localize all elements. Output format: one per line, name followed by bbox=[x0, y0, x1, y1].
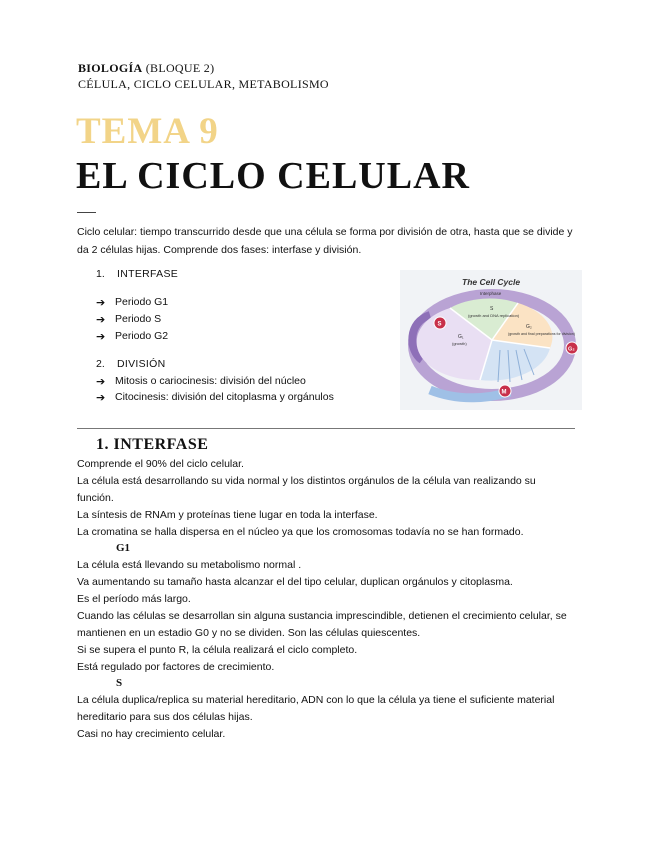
body-line: La síntesis de RNAm y proteínas tiene lugar en toda la interfase. bbox=[77, 509, 378, 521]
body-line: La cromatina se halla dispersa en el núcleo ya que los cromosomas todavía no se han formado. bbox=[77, 526, 524, 538]
outline-item: Periodo G2 bbox=[115, 330, 169, 342]
body-line: La célula está desarrollando su vida normal y los distintos orgánulos de la célula van realizando su bbox=[77, 475, 536, 487]
outline-item: Periodo S bbox=[115, 313, 162, 325]
header-line-1 bbox=[78, 60, 329, 76]
body-line: Es el período más largo. bbox=[77, 593, 191, 605]
subject: BIOLOGÍA bbox=[78, 61, 143, 75]
label-g2-desc: (growth and final preparations for division) bbox=[508, 332, 575, 336]
arrow-icon: ➔ bbox=[96, 331, 106, 343]
section-heading: 1. INTERFASE bbox=[96, 436, 209, 453]
body-line: Va aumentando su tamaño hasta alcanzar el del tipo celular, duplican orgánulos y citoplasma. bbox=[77, 576, 513, 588]
cell-cycle-diagram bbox=[400, 270, 582, 410]
body-line: La célula está llevando su metabolismo normal . bbox=[77, 559, 302, 571]
title-underline bbox=[77, 212, 96, 213]
header-topics: CÉLULA, CICLO CELULAR, METABOLISMO bbox=[78, 77, 329, 91]
body-line: función. bbox=[77, 492, 114, 504]
outline-num-2: 2. bbox=[96, 358, 105, 370]
body-line: Casi no hay crecimiento celular. bbox=[77, 728, 226, 740]
outline-label-2: DIVISIÓN bbox=[117, 358, 166, 370]
outline-item: Citocinesis: división del citoplasma y orgánulos bbox=[115, 391, 334, 403]
label-g1: G₁ bbox=[458, 334, 464, 340]
label-s-desc: (growth and DNA replication) bbox=[468, 313, 520, 318]
body-line: Comprende el 90% del ciclo celular. bbox=[77, 458, 244, 470]
badge-s-label: S bbox=[437, 321, 442, 328]
outline-label-1: INTERFASE bbox=[117, 268, 179, 280]
body-line: Si se supera el punto R, la célula realizará el ciclo completo. bbox=[77, 644, 358, 656]
subheading-g1: G1 bbox=[116, 542, 131, 554]
section-divider bbox=[77, 428, 575, 429]
badge-m-label: M bbox=[501, 389, 507, 396]
page-title: EL CICLO CELULAR bbox=[76, 155, 470, 197]
arrow-icon: ➔ bbox=[96, 376, 106, 388]
body-line: Está regulado por factores de crecimiento. bbox=[77, 661, 275, 673]
tema-number: TEMA 9 bbox=[76, 111, 219, 152]
outline-item: Mitosis o cariocinesis: división del núcleo bbox=[115, 375, 306, 387]
outline-item: Periodo G1 bbox=[115, 296, 169, 308]
body-line: mantienen en un estadio G0 y no se dividen. Son las células quiescentes. bbox=[77, 627, 421, 639]
diagram-title: The Cell Cycle bbox=[462, 277, 521, 287]
arrow-icon: ➔ bbox=[96, 392, 106, 404]
block: (BLOQUE 2) bbox=[145, 61, 215, 75]
body-line: hereditario para sus dos células hijas. bbox=[77, 711, 253, 723]
outline-num-1: 1. bbox=[96, 268, 105, 280]
label-g2: G₂ bbox=[526, 324, 532, 330]
arrow-icon: ➔ bbox=[96, 297, 106, 309]
arrow-icon: ➔ bbox=[96, 314, 106, 326]
subheading-s: S bbox=[116, 677, 123, 689]
body-line: Cuando las células se desarrollan sin alguna sustancia imprescindible, detienen el crecimiento celular, se bbox=[77, 610, 567, 622]
label-interphase: Interphase bbox=[480, 291, 502, 296]
label-s: S bbox=[490, 306, 494, 312]
document-header bbox=[78, 60, 329, 92]
badge-g2-label: G₂ bbox=[568, 346, 575, 353]
body-line: La célula duplica/replica su material hereditario, ADN con lo que la célula ya tiene el suficiente material bbox=[77, 694, 555, 706]
label-g1-desc: (growth) bbox=[452, 341, 467, 346]
intro-paragraph: Ciclo celular: tiempo transcurrido desde que una célula se forma por división de otra, hasta que se divide y da 2 células hijas. Comprende dos fases: interfase y división. bbox=[77, 226, 573, 256]
